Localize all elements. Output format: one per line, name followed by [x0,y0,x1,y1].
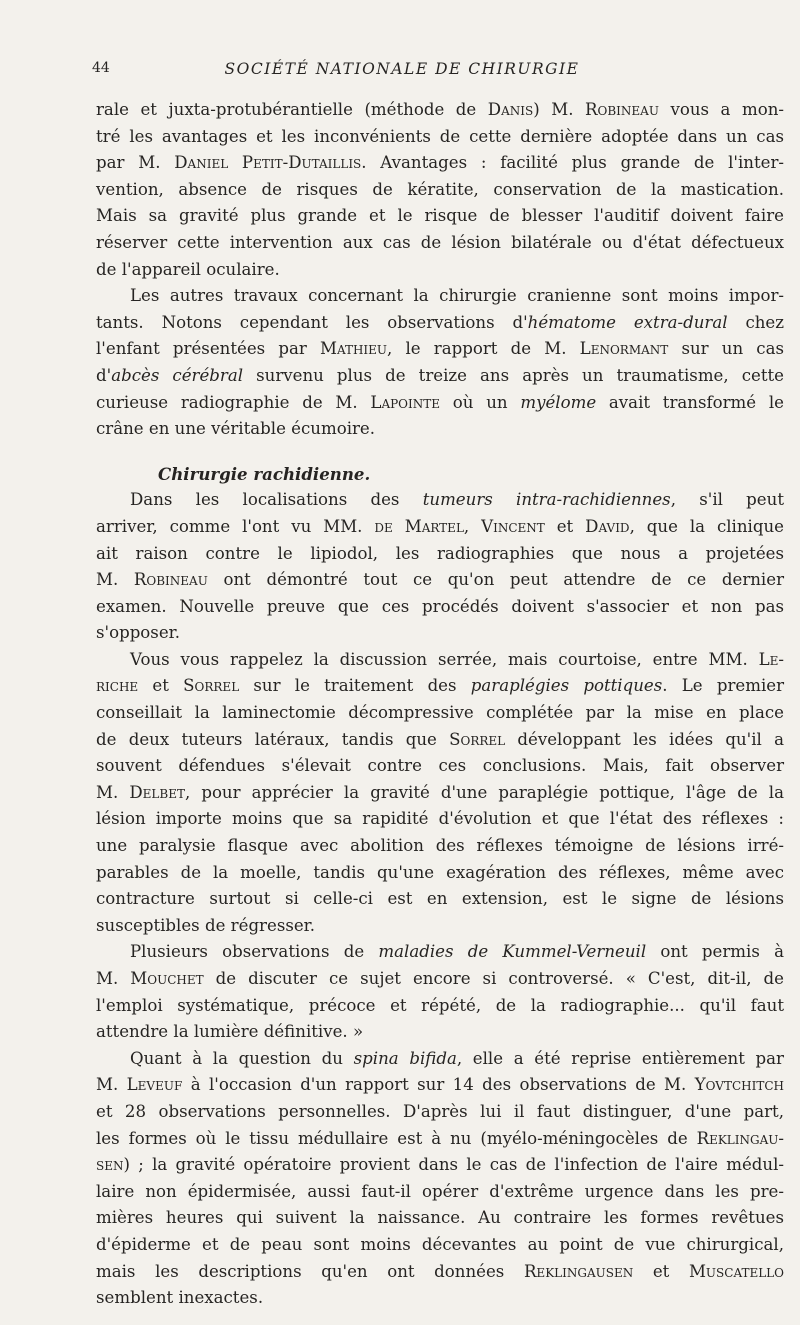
text-line [96,336,784,363]
author-name: Delbet [129,782,185,802]
text-segment: et [544,516,586,536]
text-line [96,1232,784,1259]
running-head [92,60,712,86]
text-line [96,230,784,257]
text-segment: , pour apprécier la gravité d'une paraplégie pottique, l'âge de la [184,782,784,802]
text-segment: sur le traitement des [239,676,471,696]
author-name: sen [96,1155,124,1175]
text-segment: d' [96,365,112,385]
running-title: SOCIÉTÉ NATIONALE DE CHIRURGIE [224,60,580,78]
author-name: Reklingausen [523,1261,634,1281]
text-line [96,833,784,860]
text-segment: ) ; la gravité opératoire provient dans le cas de l'infection de l'aire médul- [123,1155,784,1175]
emphasis-text: tumeurs intra-rachidiennes [422,490,671,510]
text-segment: susceptibles de régresser. [96,915,316,935]
author-name: Mouchet [130,969,204,988]
text-line [96,203,784,230]
text-segment: Mais sa gravité plus grande et le risque de blesser l'auditif doivent faire [96,206,784,226]
author-name: Leveuf [126,1075,183,1095]
text-segment: de l'appareil oculaire. [96,259,280,279]
text-segment: M. [96,969,131,988]
text-segment: ont permis à [646,942,784,962]
text-line [96,673,784,700]
text-line [96,1099,784,1126]
text-segment: Quant à la question du [130,1048,354,1068]
text-segment: Vous vous rappelez la discussion serrée, mais courtoise, entre MM. [130,649,759,669]
text-segment: Plusieurs observations de [130,942,379,962]
text-line [96,257,784,284]
text-segment: où un [440,392,521,412]
author-name: de Martel [374,516,464,536]
text-segment: conseillait la laminectomie décompressive complétée par la mise en place [96,703,784,723]
text-segment: survenu plus de treize ans après un traumatisme, cette [243,365,784,385]
emphasis-text: abcès cérébral [111,365,244,385]
text-segment: crâne en une véritable écumoire. [96,419,376,439]
text-line [96,1179,784,1206]
author-name: Lenormant [579,339,669,359]
text-line [96,939,784,966]
emphasis-text: hématome extra-dural [527,312,728,332]
text-line [96,886,784,913]
text-line [96,1126,784,1153]
author-name: Vincent [481,516,545,536]
text-segment: et [633,1261,689,1281]
text-line [96,150,784,177]
text-segment: s'opposer. [96,623,181,643]
text-segment: vention, absence de risques de kératite, conservation de la mastication. [96,179,784,199]
text-segment: , [463,516,482,536]
author-name: Sorrel [183,676,240,696]
text-segment: par M. [96,153,175,173]
text-segment: réserver cette intervention aux cas de lésion bilatérale ou d'état défectueux [96,232,784,252]
author-name: Robineau [585,100,659,119]
text-segment: d'épiderme et de peau sont moins décevantes au point de vue chirurgical, [96,1234,784,1254]
text-line [96,780,784,807]
page-number: 44 [92,60,110,76]
text-segment: M. [96,782,130,802]
author-name: Le- [758,649,784,669]
text-segment: ont démontré tout ce qu'on peut attendre de ce dernier [207,570,784,590]
author-name: Robineau [133,570,208,590]
text-segment: de discuter ce sujet encore si controversé. « C'est, dit-il, de [203,969,784,988]
text-segment: développant les idées qu'il a [505,729,784,749]
text-line [96,727,784,754]
text-line [96,416,784,443]
text-segment: . Le premier [662,676,785,696]
text-line [96,1152,784,1179]
text-segment: ) M. [533,100,585,119]
author-name: Mathieu [319,339,388,359]
text-segment: M. [96,1075,127,1095]
text-segment: une paralysie flasque avec abolition des réflexes témoigne de lésions irré- [96,836,784,856]
text-line [96,514,784,541]
author-name: Daniel Petit-Dutaillis [174,153,362,173]
text-segment: à l'occasion d'un rapport sur 14 des observations de M. [182,1075,695,1095]
text-segment: Les autres travaux concernant la chirurgie cranienne sont moins impor- [130,286,784,306]
author-name: Sorrel [449,729,506,749]
text-line [96,1205,784,1232]
text-segment: et [138,676,184,696]
text-line [96,1259,784,1286]
text-segment: , elle a été reprise entièrement par [456,1048,784,1068]
author-name: Muscatello [688,1261,784,1281]
text-line [96,541,784,568]
text-line [96,487,784,514]
section-heading [96,461,784,488]
text-line [96,753,784,780]
text-segment: arriver, comme l'ont vu MM. [96,516,375,536]
text-segment: examen. Nouvelle preuve que ces procédés doivent s'associer et non pas [96,596,784,616]
emphasis-text: paraplégies pottiques [470,676,663,696]
author-name: Reklingau- [696,1128,784,1148]
text-segment: vous a mon- [658,100,784,119]
text-segment: avait transformé le [596,392,784,412]
text-segment: l'emploi systématique, précoce et répété, de la radiographie... qu'il faut [96,995,784,1015]
text-line [96,1285,784,1312]
text-line [96,966,784,993]
text-segment: tré les avantages et les inconvénients de cette dernière adoptée dans un cas [96,126,784,146]
text-segment: contracture surtout si celle-ci est en extension, est le signe de lésions [96,889,784,909]
text-line [96,1072,784,1099]
text-segment: les formes où le tissu médullaire est à nu (myélo-méningocèles de [96,1128,697,1148]
text-segment: Chirurgie rachidienne. [158,463,371,484]
text-line [96,97,784,124]
text-segment: M. [96,570,134,590]
text-segment: mières heures qui suivent la naissance. Au contraire les formes revêtues [96,1208,784,1228]
author-name: Danis [487,100,534,119]
text-line [96,310,784,337]
text-segment: semblent inexactes. [96,1288,264,1308]
text-segment: tants. Notons cependant les observations d' [96,312,528,332]
text-line [96,993,784,1020]
text-line [96,567,784,594]
text-segment: Dans les localisations des [130,490,423,510]
text-line [96,363,784,390]
text-segment: lésion importe moins que sa rapidité d'évolution et que l'état des réflexes : [96,809,784,829]
text-line [96,1019,784,1046]
text-line [96,860,784,887]
text-segment: parables de la moelle, tandis qu'une exagération des réflexes, même avec [96,862,784,882]
text-segment: sur un cas [668,339,784,359]
text-segment: mais les descriptions qu'en ont données [96,1261,524,1281]
text-segment: chez [727,312,784,332]
author-name: Lapointe [370,392,441,412]
text-line [96,620,784,647]
emphasis-text: maladies de Kummel-Verneuil [378,942,647,962]
text-line [96,806,784,833]
text-segment: de deux tuteurs latéraux, tandis que [96,729,450,749]
text-line [96,594,784,621]
text-line [96,700,784,727]
text-segment: l'enfant présentées par [96,339,320,359]
text-segment: . Avantages : facilité plus grande de l'inter- [361,153,784,173]
emphasis-text: myélome [520,392,597,412]
text-line [96,913,784,940]
text-segment: rale et juxta-protubérantielle (méthode de [96,100,488,119]
author-name: Yovtchitch [694,1075,784,1095]
body-text [96,97,784,1312]
text-line [96,1046,784,1073]
author-name: riche [96,676,139,696]
text-line [96,390,784,417]
text-line [96,283,784,310]
text-segment: curieuse radiographie de M. [96,392,371,412]
text-line [96,124,784,151]
text-line [96,647,784,674]
text-segment: et 28 observations personnelles. D'après lui il faut distinguer, d'une part, [96,1101,784,1121]
text-segment: , s'il peut [670,490,784,510]
text-segment: , le rapport de M. [387,339,580,359]
text-line [96,177,784,204]
text-segment: attendre la lumière définitive. » [96,1022,364,1042]
text-segment: laire non épidermisée, aussi faut-il opérer d'extrême urgence dans les pre- [96,1181,784,1201]
text-segment: ait raison contre le lipiodol, les radiographies que nous a projetées [96,543,784,563]
author-name: David [585,516,630,536]
emphasis-text: spina bifida [353,1048,457,1068]
text-segment: , que la clinique [629,516,784,536]
text-segment: souvent défendues s'élevait contre ces conclusions. Mais, fait observer [96,756,784,776]
